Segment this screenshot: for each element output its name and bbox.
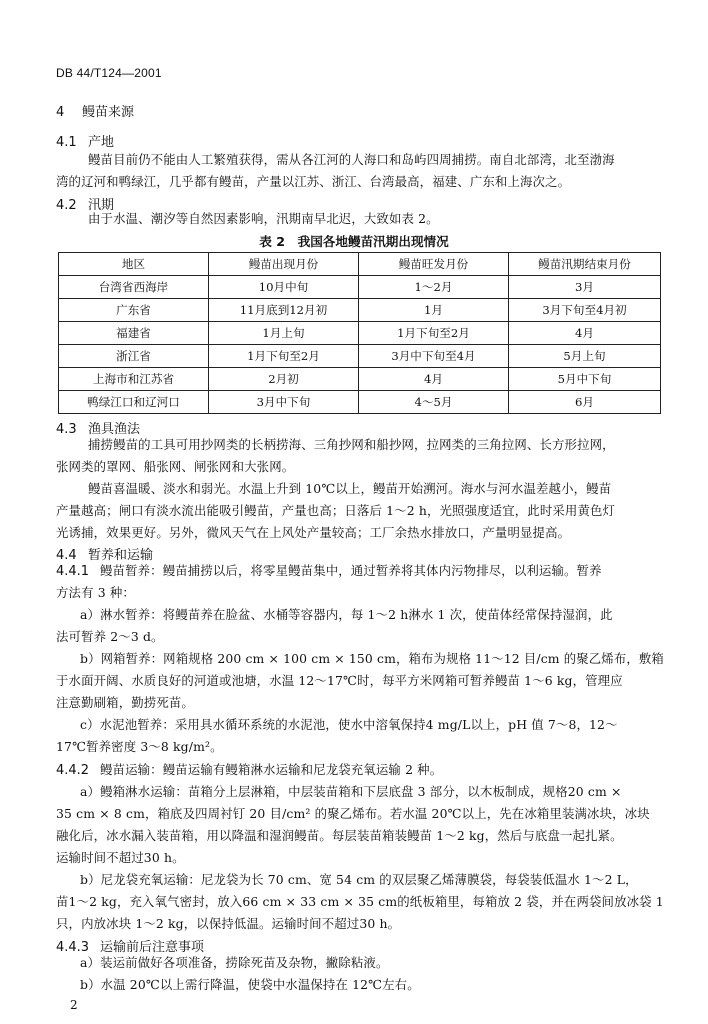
table-cell: 4月 [359,368,509,391]
section-title: 运输前后注意事项 [100,940,205,955]
section-title: 产地 [88,135,115,150]
paragraph-line: a）鳗箱淋水运输：苗箱分上层淋箱，中层装苗箱和下层底盘 3 部分，以木板制成，规格20 cm × [80,784,622,799]
table-cell: 3月下旬至4月初 [509,299,661,322]
table-cell: 3月中下旬至4月 [359,345,509,368]
table-row [59,276,661,299]
table-cell: 福建省 [59,322,209,345]
section-number: 4.4.2 [56,763,90,778]
table-cell: 鸭绿江口和辽河口 [59,391,209,414]
paragraph-line: 鳗苗喜温暖、淡水和弱光。水温上升到 10℃以上，鳗苗开始溯河。海水与河水温差越小，鳗苗 [88,481,612,496]
paragraph-line: 鳗苗目前仍不能由人工繁殖获得，需从各江河的人海口和岛屿四周捕捞。南自北部湾，北至渤海 [88,152,615,167]
paragraph-line: 光诱捕，效果更好。另外，微风天气在上风处产量较高；工厂余热水排放口，产量明显提高。 [56,525,571,540]
standard-code: DB 44/T124—2001 [56,66,162,80]
paragraph-line: b）尼龙袋充氧运输：尼龙袋为长 70 cm、宽 54 cm 的双层聚乙烯薄膜袋，每袋装低温水 1～2 L， [80,872,638,887]
table-cell: 3月 [509,276,661,299]
table-row [59,345,661,368]
paragraph-line: 注意勤刷箱，勤捞死苗。 [56,695,194,710]
header-cell: 鳗苗汛期结束月份 [509,253,661,276]
table-row [59,299,661,322]
table-header-row [59,253,661,276]
flood-season-table [58,252,661,414]
table-row [59,368,661,391]
paragraph-line: c）水泥池暂养：采用具水循环系统的水泥池，使水中溶氧保持4 mg/L以上，pH 值 7～8，12～ [80,717,618,732]
paragraph-line: 苗1～2 kg，充入氧气密封，放入66 cm × 33 cm × 35 cm的纸板箱里，每箱放 2 袋，并在两袋间放冰袋 1 [56,894,664,909]
table-cell: 1月下旬至2月 [359,322,509,345]
paragraph-line: 湾的辽河和鸭绿江，几乎都有鳗苗，产量以江苏、浙江、台湾最高，福建、广东和上海次之。 [56,174,571,189]
table-cell: 1～2月 [359,276,509,299]
paragraph-line: 张网类的罩网、船张网、闸张网和大张网。 [56,459,295,474]
table-cell: 1月 [359,299,509,322]
paragraph-line: 方法有 3 种： [56,585,135,600]
section-number-4-4-2 [56,763,89,778]
paragraph-line: b）水温 20℃以上需行降温，使袋中水温保持在 12℃左右。 [80,977,420,992]
paragraph-line: 于水面开阔、水质良好的河道或池塘，水温 12～17℃时，每平方米网箱可暂养鳗苗 1～6 kg，管理应 [56,673,623,688]
table-cell: 广东省 [59,299,209,322]
section-title: 汛期 [88,198,115,213]
table-cell: 2月初 [209,368,359,391]
table-row [59,391,661,414]
header-cell: 鳗苗旺发月份 [359,253,509,276]
section-number: 4.4 [56,548,77,563]
section-title: 鳗苗来源 [82,105,135,120]
table-cell: 3月中下旬 [209,391,359,414]
table-cell: 4～5月 [359,391,509,414]
section-number: 4.4.1 [56,564,90,579]
table-cell: 上海市和江苏省 [59,368,209,391]
section-number: 4.1 [56,135,77,150]
paragraph-line: 由于水温、潮汐等自然因素影响，汛期南早北迟，大致如表 2。 [88,211,439,226]
page-number: 2 [70,998,78,1012]
section-number: 4.3 [56,422,77,437]
paragraph-line: 产量越高；闸口有淡水流出能吸引鳗苗，产量也高；日落后 1～2 h，光照强度适宜，此时采用黄色灯 [56,503,616,518]
paragraph-line: 只，内放冰块 1～2 kg，以保持低温。运输时间不超过30 h。 [56,916,401,931]
paragraph-line: 运输时间不超过30 h。 [56,850,185,865]
paragraph-line: 35 cm × 8 cm，箱底及四周衬钉 20 目/cm² 的聚乙烯布。若水温 20℃以上，先在冰箱里装满冰块，冰块 [56,806,650,821]
section-title: 渔具渔法 [88,422,141,437]
paragraph-line: 鳗苗运输：鳗苗运输有鳗箱淋水运输和尼龙袋充氧运输 2 种。 [100,762,443,777]
table-cell: 台湾省西海岸 [59,276,209,299]
section-title: 暂养和运输 [88,548,154,563]
paragraph-line: 融化后，冰水漏入装苗箱，用以降温和湿润鳗苗。每层装苗箱装鳗苗 1～2 kg，然后与底盘一起扎紧。 [56,828,623,843]
paragraph-line: 捕捞鳗苗的工具可用抄网类的长柄捞海、三角抄网和船抄网，拉网类的三角拉网、长方形拉网， [88,437,615,452]
table-caption: 表 2 我国各地鳗苗汛期出现情况 [259,234,449,249]
table-cell: 浙江省 [59,345,209,368]
table-cell: 5月上旬 [509,345,661,368]
table-cell: 1月上旬 [209,322,359,345]
paragraph-line: 17℃暂养密度 3～8 kg/m²。 [56,739,223,754]
table-cell: 11月底到12月初 [209,299,359,322]
section-number: 4 [56,105,65,120]
section-number: 4.2 [56,198,77,213]
table-cell: 10月中旬 [209,276,359,299]
table-cell: 5月中下旬 [509,368,661,391]
paragraph-line: 法可暂养 2～3 d。 [56,629,164,644]
header-cell: 鳗苗出现月份 [209,253,359,276]
section-number: 4.4.3 [56,940,90,955]
paragraph-line: b）网箱暂养：网箱规格 200 cm × 100 cm × 150 cm，箱布为规格 11～12 目/cm 的聚乙烯布，敷箱 [80,651,664,666]
section-heading-4 [56,101,134,120]
section-number-4-4-1 [56,564,89,579]
paragraph-line: 鳗苗暂养：鳗苗捕捞以后，将零星鳗苗集中，通过暂养将其体内污物排尽，以利运输。暂养 [100,563,602,578]
paragraph-line: a）淋水暂养：将鳗苗养在脸盆、水桶等容器内，每 1～2 h淋水 1 次，使苗体经常保持湿润，此 [80,607,613,622]
table-cell: 1月下旬至2月 [209,345,359,368]
table-row [59,322,661,345]
table-cell: 4月 [509,322,661,345]
paragraph-line: a）装运前做好各项准备，捞除死苗及杂物，撇除粘液。 [80,955,389,970]
table-cell: 6月 [509,391,661,414]
section-heading-4-1 [56,131,114,150]
header-cell: 地区 [59,253,209,276]
